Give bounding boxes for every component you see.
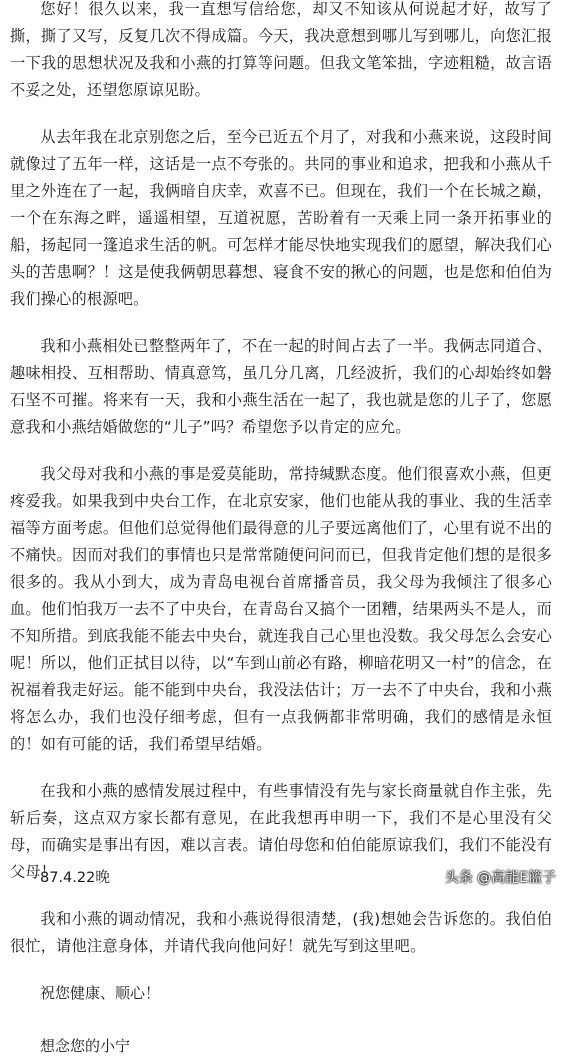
- signature: 想念您的小宁: [40, 1037, 131, 1055]
- letter-paragraph-3: 我和小燕相处已整整两年了，不在一起的时间占去了一半。我俩志同道合、趣味相投、互相帮助、情真意笃，虽几分几离，几经波折，我们的心却始终如磐石坚不可摧。将来有一天，我和小燕生活在一起了，我也就是您的儿子了，您愿意我和小燕结婚做您的“儿子”吗？希望您予以肯定的应允。: [10, 337, 552, 436]
- letter-paragraph-5: 在我和小燕的感情发展过程中，有些事情没有先与家长商量就自作主张，先斩后奏，这点双方家长都有意见，在此我想再申明一下，我们不是心里没有父母，而确实是事出有因，难以言表。请伯母您和伯伯能原谅我们，我们不能没有父母！: [10, 782, 552, 881]
- letter-paragraph-2: 从去年我在北京别您之后，至今已近五个月了，对我和小燕来说，这段时间就像过了五年一样，这话是一点不夸张的。共同的事业和追求，把我和小燕从千里之外连在了一起，我俩暗自庆幸，欢喜不已。但现在，我们一个在长城之巅，一个在东海之畔，遥遥相望，互道祝愿，苦盼着有一天乘上同一条开拓事业的船，扬起同一篷追求生活的帆。可怎样才能尽快地实现我们的愿望，解决我们心头的苦患啊？！这是使我俩朝思暮想、寝食不安的揪心的问题，也是您和伯伯为我们操心的根源吧。: [10, 128, 552, 308]
- closing-greeting: 祝您健康、顺心！: [40, 984, 161, 1002]
- watermark: 头条 @高能E篮子: [444, 870, 556, 886]
- letter-paragraph-6: 我和小燕的调动情况，我和小燕说得很清楚，(我)想她会告诉您的。我伯伯很忙，请他注意身体，并请代我向他问好！就先写到这里吧。: [10, 910, 552, 955]
- letter-date: 87.4.22晚: [40, 870, 110, 886]
- letter-paragraph-4: 我父母对我和小燕的事是爱莫能助，常持缄默态度。他们很喜欢小燕，但更疼爱我。如果我到中央台工作，在北京安家，他们也能从我的事业、我的生活幸福等方面考虑。但他们总觉得他们最得意的儿子要远离他们了，心里有说不出的不痛快。因而对我们的事情也只是常常随便问问而已，但我肯定他们想的是很多很多的。我从小到大，成为青岛电视台首席播音员，我父母为我倾注了很多心血。他们怕我万一去不了中央台，在青岛台又搞个一团糟，结果两头不是人，而不知所措。到底我能不能去中央台，就连我自己心里也没数。我父母怎么会安心呢！所以，他们正拭目以待，以“车到山前必有路，柳暗花明又一村”的信念，在祝福着我走好运。能不能到中央台，我没法估计；万一去不了中央台，我和小燕将怎么办，我们也没仔细考虑，但有一点我俩都非常明确，我们的感情是永恒的！如有可能的话，我们希望早结婚。: [10, 465, 552, 753]
- letter-paragraph-1: 您好！很久以来，我一直想写信给您，却又不知该从何说起才好，故写了撕，撕了又写，反复几次不得成篇。今天，我决意想到哪儿写到哪儿，向您汇报一下我的思想状况及我和小燕的打算等问题。但我文笔笨拙，字迹粗糙，故言语不妥之处，还望您原谅见盼。: [10, 0, 552, 99]
